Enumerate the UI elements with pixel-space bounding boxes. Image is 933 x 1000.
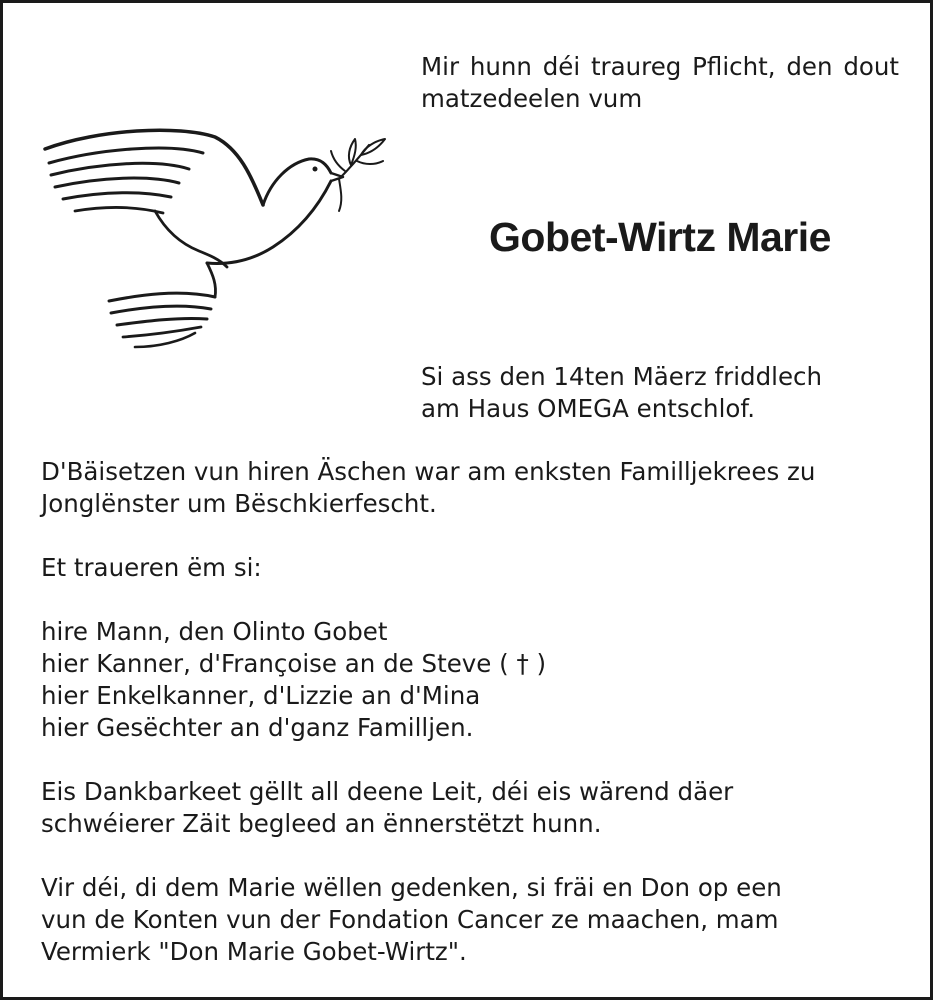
notice-body: [41, 456, 903, 1000]
donation-paragraph: [41, 872, 903, 968]
passing-line-2: am Haus OMEGA entschlof.: [421, 394, 756, 423]
mourner-line: hire Mann, den Olinto Gobet: [41, 617, 388, 646]
burial-line-2: Jonglënster um Bëschkierfescht.: [41, 489, 437, 518]
mourner-line: hier Kanner, d'Françoise an de Steve ( † ): [41, 649, 547, 678]
mourners-list: [41, 616, 903, 744]
thanks-line-1: Eis Dankbarkeet gëllt all deene Leit, déi eis wärend däer: [41, 777, 734, 806]
burial-paragraph: [41, 456, 903, 520]
intro-text: [421, 51, 899, 115]
passing-line-1: Si ass den 14ten Mäerz friddlech: [421, 362, 823, 391]
donation-line-2: vun de Konten vun der Fondation Cancer ze maachen, mam: [41, 905, 779, 934]
mourner-line: hier Gesëchter an d'ganz Familljen.: [41, 713, 474, 742]
mourner-line: hier Enkelkanner, d'Lizzie an d'Mina: [41, 681, 481, 710]
donation-line-3: Vermierk "Don Marie Gobet-Wirtz".: [41, 937, 467, 966]
donation-line-1: Vir déi, di dem Marie wëllen gedenken, si fräi en Don op een: [41, 873, 782, 902]
intro-line-2: dout matzedeelen vum: [421, 52, 899, 113]
mourners-heading: Et traueren ëm si:: [41, 553, 262, 582]
dove-icon: [39, 125, 394, 357]
burial-line-1: D'Bäisetzen vun hiren Äschen war am enksten Familljekrees zu: [41, 457, 816, 486]
thanks-paragraph: [41, 776, 903, 840]
thanks-line-2: schwéierer Zäit begleed an ënnerstëtzt hunn.: [41, 809, 602, 838]
intro-line-1: Mir hunn déi traureg Pflicht, den: [421, 52, 833, 81]
passing-text: [421, 361, 899, 425]
deceased-name: Gobet-Wirtz Marie: [489, 214, 831, 260]
